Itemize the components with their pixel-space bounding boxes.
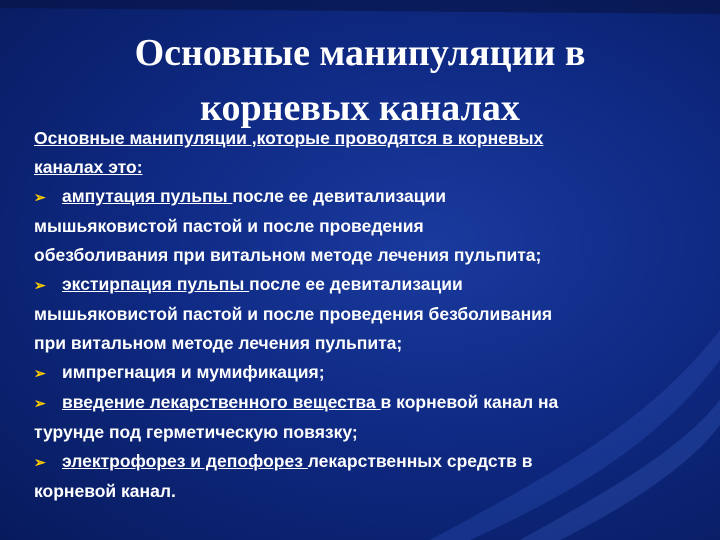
item-line-3: обезболивания при витальном методе лечения пульпита; xyxy=(34,245,542,265)
slide-title xyxy=(0,26,720,136)
arrow-bullet-icon: ➢ xyxy=(34,365,46,381)
item-term: введение лекарственного вещества xyxy=(62,392,381,412)
item-line-2: турунде под герметическую повязку; xyxy=(34,422,358,442)
title-line-1: Основные манипуляции в xyxy=(134,32,586,74)
list-item-electrophoresis xyxy=(34,447,684,506)
item-line-3: при витальном методе лечения пульпита; xyxy=(34,333,403,353)
item-text: импрегнация и мумификация; xyxy=(62,362,325,382)
item-term: ампутация пульпы xyxy=(62,186,233,206)
slide-body xyxy=(34,124,684,506)
item-term: экстирпация пульпы xyxy=(62,274,250,294)
intro-line-1: Основные манипуляции ,которые проводятся в корневых xyxy=(34,128,544,148)
arrow-bullet-icon: ➢ xyxy=(34,454,46,470)
item-text: лекарственных средств в xyxy=(307,451,533,471)
list-item-medication xyxy=(34,388,684,447)
arrow-bullet-icon: ➢ xyxy=(34,395,46,411)
intro-text xyxy=(34,124,684,182)
item-line-2: мышьяковистой пастой и после проведения xyxy=(34,216,424,236)
item-text: после ее девитализации xyxy=(249,274,463,294)
item-term: электрофорез и депофорез xyxy=(62,451,308,471)
arrow-bullet-icon: ➢ xyxy=(34,277,46,293)
arrow-bullet-icon: ➢ xyxy=(34,189,46,205)
list-item-extirpation xyxy=(34,270,684,358)
item-line-2: корневой канал. xyxy=(34,481,176,501)
list-item-amputation xyxy=(34,182,684,270)
item-line-2: мышьяковистой пастой и после проведения безболивания xyxy=(34,304,553,324)
title-line-2: корневых каналах xyxy=(200,87,520,129)
list-item-impregnation xyxy=(34,358,684,388)
item-text: в корневой канал на xyxy=(380,392,559,412)
intro-line-2: каналах это: xyxy=(34,157,143,177)
item-text: после ее девитализации xyxy=(232,186,447,206)
